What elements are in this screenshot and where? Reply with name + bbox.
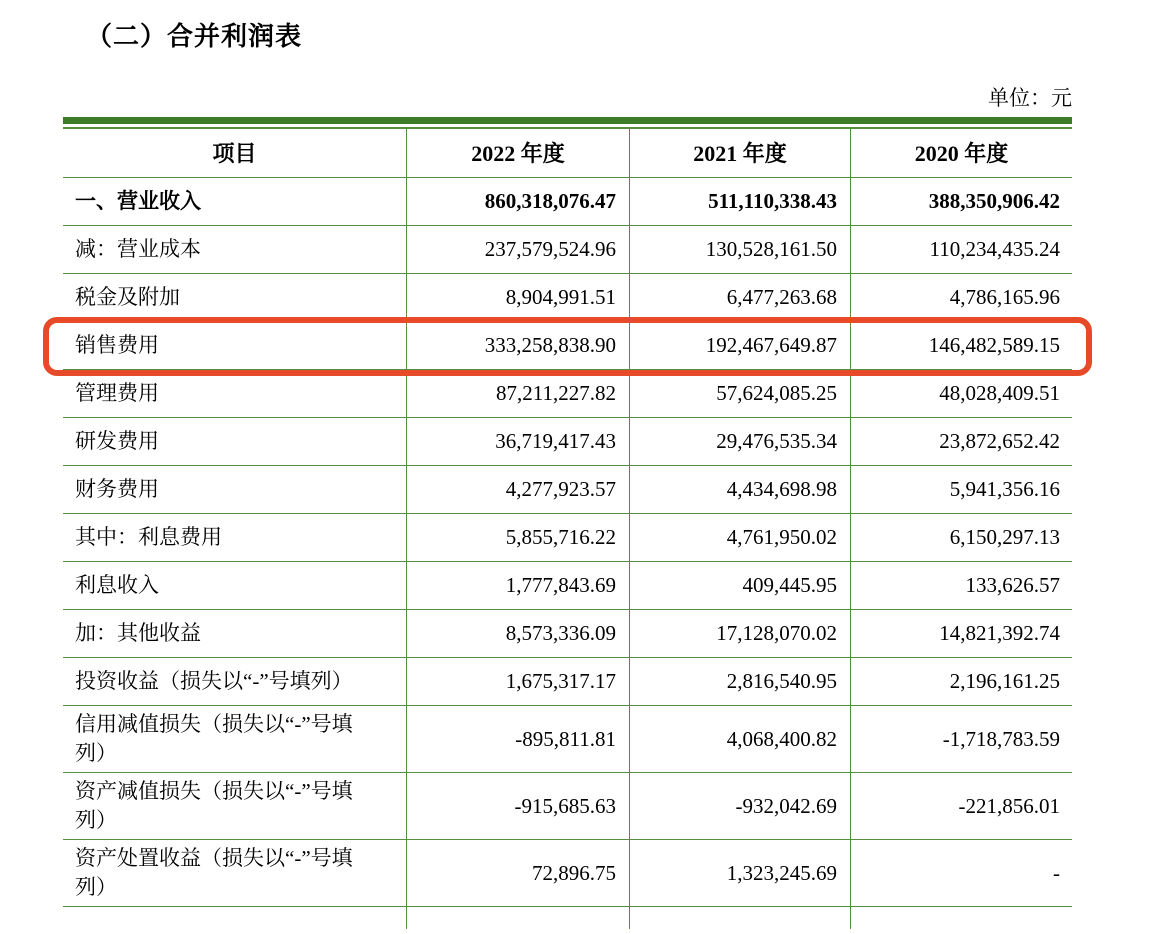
cell-2020-value: 2,196,161.25 — [850, 658, 1072, 705]
table-row — [63, 466, 1072, 514]
table-row — [63, 706, 1072, 773]
partial-next-row — [63, 907, 1072, 929]
row-label: 研发费用 — [75, 429, 159, 453]
table-row — [63, 658, 1072, 706]
cell-2022-value: 5,855,716.22 — [406, 514, 629, 561]
row-label: 销售费用 — [75, 333, 159, 357]
cell-2021-value: 4,434,698.98 — [629, 466, 850, 513]
table-top-rule-thick — [63, 117, 1072, 124]
cell-2022-value: 8,904,991.51 — [406, 274, 629, 321]
cell-2022-value: -895,811.81 — [406, 706, 629, 772]
table-row — [63, 178, 1072, 226]
cell-2020-value: 48,028,409.51 — [850, 370, 1072, 417]
cell-2022-value: 237,579,524.96 — [406, 226, 629, 273]
table-row — [63, 840, 1072, 907]
table-row — [63, 274, 1072, 322]
table-row — [63, 514, 1072, 562]
cell-2022-value: 87,211,227.82 — [406, 370, 629, 417]
cell-2021-value: 2,816,540.95 — [629, 658, 850, 705]
row-label: 财务费用 — [75, 477, 159, 501]
row-label: 投资收益（损失以“-”号填列） — [75, 669, 353, 693]
row-label: 税金及附加 — [75, 285, 180, 309]
cell-2020-value: 146,482,589.15 — [850, 322, 1072, 369]
cell-2020-value: -1,718,783.59 — [850, 706, 1072, 772]
table-row — [63, 562, 1072, 610]
cell-2020-value: 388,350,906.42 — [850, 178, 1072, 225]
cell-2021-value: 511,110,338.43 — [629, 178, 850, 225]
cell-2022-value: 333,258,838.90 — [406, 322, 629, 369]
cell-2021-value: 1,323,245.69 — [629, 840, 850, 906]
header-cell-item: 项目 — [212, 140, 257, 166]
unit-label: 单位：元 — [988, 86, 1072, 110]
row-label: 管理费用 — [75, 381, 159, 405]
cell-2021-value: 17,128,070.02 — [629, 610, 850, 657]
cell-2020-value: 133,626.57 — [850, 562, 1072, 609]
cell-2022-value: 1,675,317.17 — [406, 658, 629, 705]
table-row — [63, 226, 1072, 274]
cell-2021-value: 409,445.95 — [629, 562, 850, 609]
cell-2022-value: 1,777,843.69 — [406, 562, 629, 609]
partial-cell — [63, 907, 406, 929]
row-label: 资产减值损失（损失以“-”号填列） — [75, 779, 353, 832]
header-cell-2022: 2022 年度 — [406, 129, 629, 177]
cell-2022-value: 4,277,923.57 — [406, 466, 629, 513]
partial-cell — [406, 907, 629, 929]
partial-cell — [850, 907, 1072, 929]
cell-2021-value: 4,068,400.82 — [629, 706, 850, 772]
cell-2020-value: 14,821,392.74 — [850, 610, 1072, 657]
cell-2021-value: 130,528,161.50 — [629, 226, 850, 273]
table-row — [63, 322, 1072, 370]
cell-2020-value: 4,786,165.96 — [850, 274, 1072, 321]
row-label: 利息收入 — [75, 573, 159, 597]
table-row — [63, 610, 1072, 658]
cell-2020-value: 5,941,356.16 — [850, 466, 1072, 513]
cell-2021-value: 6,477,263.68 — [629, 274, 850, 321]
page-title: （二）合并利润表 — [86, 21, 303, 51]
row-label: 加：其他收益 — [75, 621, 201, 645]
partial-cell — [629, 907, 850, 929]
table-body — [63, 178, 1072, 907]
cell-2021-value: 192,467,649.87 — [629, 322, 850, 369]
cell-2020-value: 110,234,435.24 — [850, 226, 1072, 273]
row-label: 其中：利息费用 — [75, 525, 222, 549]
cell-2022-value: 36,719,417.43 — [406, 418, 629, 465]
cell-2021-value: -932,042.69 — [629, 773, 850, 839]
income-statement-table — [63, 117, 1072, 929]
cell-2021-value: 57,624,085.25 — [629, 370, 850, 417]
cell-2022-value: 8,573,336.09 — [406, 610, 629, 657]
row-label: 信用减值损失（损失以“-”号填列） — [75, 712, 353, 765]
table-row — [63, 773, 1072, 840]
row-label: 资产处置收益（损失以“-”号填列） — [75, 846, 353, 899]
table-row — [63, 370, 1072, 418]
cell-2020-value: 23,872,652.42 — [850, 418, 1072, 465]
cell-2020-value: 6,150,297.13 — [850, 514, 1072, 561]
cell-2021-value: 4,761,950.02 — [629, 514, 850, 561]
cell-2020-value: -221,856.01 — [850, 773, 1072, 839]
cell-2021-value: 29,476,535.34 — [629, 418, 850, 465]
row-label: 减：营业成本 — [75, 237, 201, 261]
header-cell-2020: 2020 年度 — [850, 129, 1072, 177]
row-label: 一、营业收入 — [75, 189, 201, 213]
cell-2020-value: - — [850, 840, 1072, 906]
header-cell-2021: 2021 年度 — [629, 129, 850, 177]
cell-2022-value: 860,318,076.47 — [406, 178, 629, 225]
table-row — [63, 418, 1072, 466]
table-header-row — [63, 129, 1072, 178]
cell-2022-value: 72,896.75 — [406, 840, 629, 906]
cell-2022-value: -915,685.63 — [406, 773, 629, 839]
